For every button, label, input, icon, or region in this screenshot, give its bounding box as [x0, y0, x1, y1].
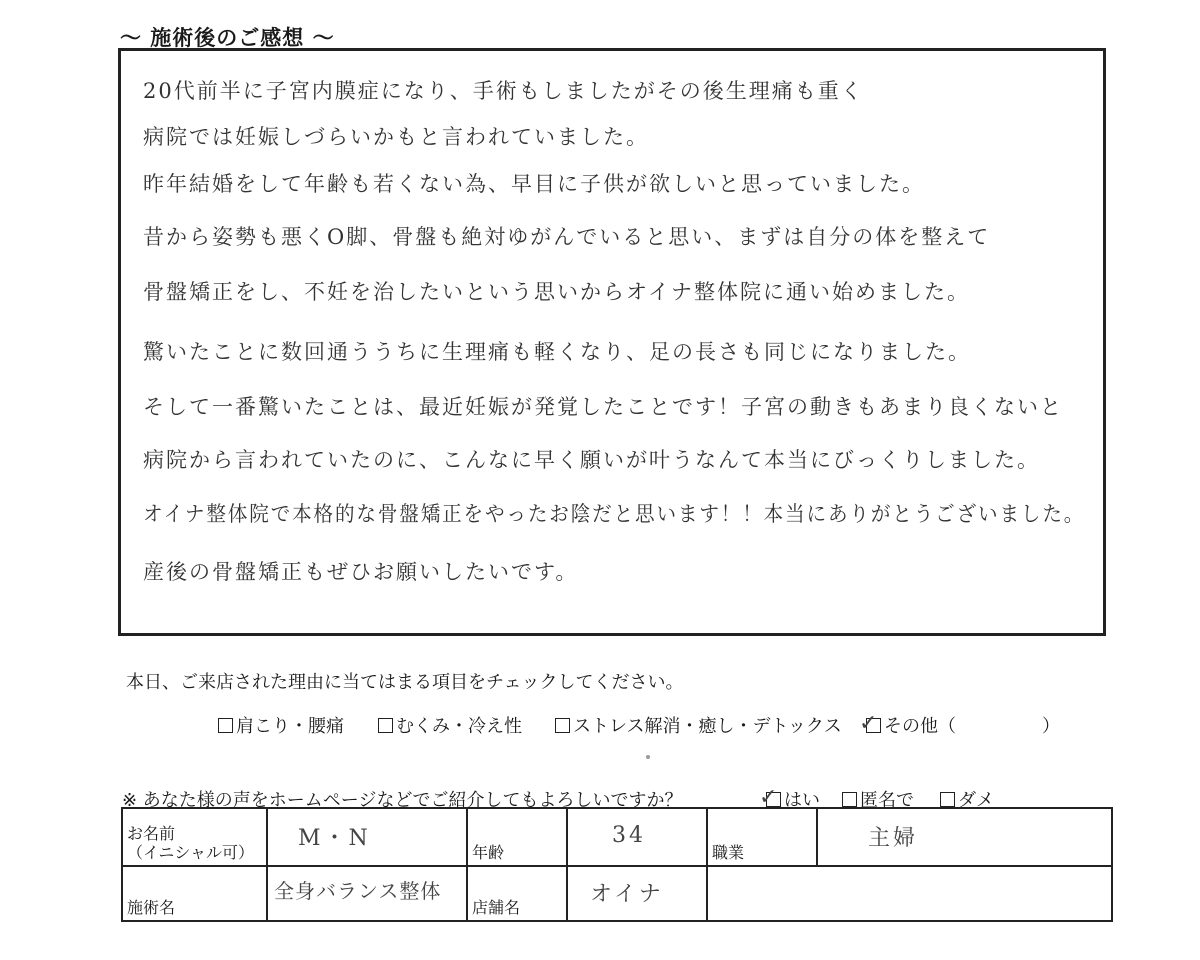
- info-table: [121, 807, 1113, 922]
- reason-option-label: むくみ・冷え性: [396, 716, 522, 737]
- treatment-value-cell[interactable]: [267, 866, 467, 921]
- impression-line: 病院では妊娠しづらいかもと言われていました。: [143, 125, 649, 149]
- impression-line: そして一番驚いたことは、最近妊娠が発覚したことです！子宮の動きもあまり良くないと: [143, 395, 1063, 419]
- consent-question: ※ あなた様の声をホームページなどでご紹介してもよろしいですか？: [122, 790, 683, 811]
- store-label: 店舗名: [472, 897, 521, 917]
- name-label-cell: [122, 808, 267, 866]
- reason-option-label: 肩こり・腰痛: [236, 716, 344, 737]
- form-title: ～ 施術後のご感想 ～: [120, 26, 335, 50]
- checkbox[interactable]: [940, 792, 955, 807]
- impression-line: 昔から姿勢も悪くO脚、骨盤も絶対ゆがんでいると思い、まずは自分の体を整えて: [143, 225, 991, 249]
- job-value-cell[interactable]: [817, 808, 1112, 866]
- checkbox-checked[interactable]: [859, 711, 881, 736]
- impression-box: [118, 48, 1106, 636]
- name-label: お名前 （イニシャル可）: [127, 824, 255, 862]
- impression-line: 20代前半に子宮内膜症になり、手術もしましたがその後生理痛も重く: [143, 79, 864, 103]
- treatment-label: 施術名: [127, 897, 176, 917]
- impression-line: 昨年結婚をして年齢も若くない為、早目に子供が欲しいと思っていました。: [143, 172, 925, 196]
- name-value-cell[interactable]: [267, 808, 467, 866]
- impression-line: オイナ整体院で本格的な骨盤矯正をやったお陰だと思います！！本当にありがとうございました。: [143, 502, 1086, 526]
- name-value: M・N: [298, 826, 371, 851]
- checkbox[interactable]: [378, 718, 393, 733]
- age-value-cell[interactable]: [567, 808, 707, 866]
- check-mark-icon: ✓: [759, 785, 778, 810]
- consent-option-label: 匿名で: [860, 790, 914, 811]
- reason-option-shoulder[interactable]: [218, 712, 344, 738]
- reason-option-swelling[interactable]: [378, 712, 522, 738]
- age-value: 34: [612, 823, 646, 848]
- job-value: 主婦: [868, 826, 919, 851]
- consent-option-label: ダメ: [958, 790, 994, 811]
- store-label-cell: [467, 866, 567, 921]
- treatment-label-cell: [122, 866, 267, 921]
- reason-option-label: その他（: [884, 716, 956, 737]
- reason-option-label: ストレス解消・癒し・デトックス: [573, 716, 842, 737]
- scan-dot: [646, 755, 650, 759]
- reason-option-stress[interactable]: [555, 712, 842, 738]
- checkbox[interactable]: [555, 718, 570, 733]
- checkbox[interactable]: [842, 792, 857, 807]
- empty-cell: [707, 866, 1112, 921]
- store-value-cell[interactable]: [567, 866, 707, 921]
- reason-question: 本日、ご来店された理由に当てはまる項目をチェックしてください。: [126, 672, 684, 693]
- treatment-value: 全身バランス整体: [274, 879, 442, 903]
- job-label-cell: [707, 808, 817, 866]
- reason-option-other[interactable]: [859, 711, 956, 738]
- store-value: オイナ: [590, 882, 664, 907]
- reason-other-close: ）: [1042, 716, 1060, 737]
- impression-line: 産後の骨盤矯正もぜひお願いしたいです。: [143, 560, 579, 584]
- impression-line: 驚いたことに数回通ううちに生理痛も軽くなり、足の長さも同じになりました。: [143, 340, 971, 364]
- job-label: 職業: [712, 842, 745, 862]
- age-label: 年齢: [472, 842, 505, 862]
- impression-line: 骨盤矯正をし、不妊を治したいという思いからオイナ整体院に通い始めました。: [143, 280, 970, 304]
- checkbox[interactable]: [218, 718, 233, 733]
- impression-line: 病院から言われていたのに、こんなに早く願いが叶うなんて本当にびっくりしました。: [143, 448, 1040, 472]
- consent-option-label: はい: [784, 790, 820, 811]
- checkbox-checked[interactable]: [759, 785, 781, 810]
- age-label-cell: [467, 808, 567, 866]
- check-mark-icon: ✓: [859, 711, 878, 736]
